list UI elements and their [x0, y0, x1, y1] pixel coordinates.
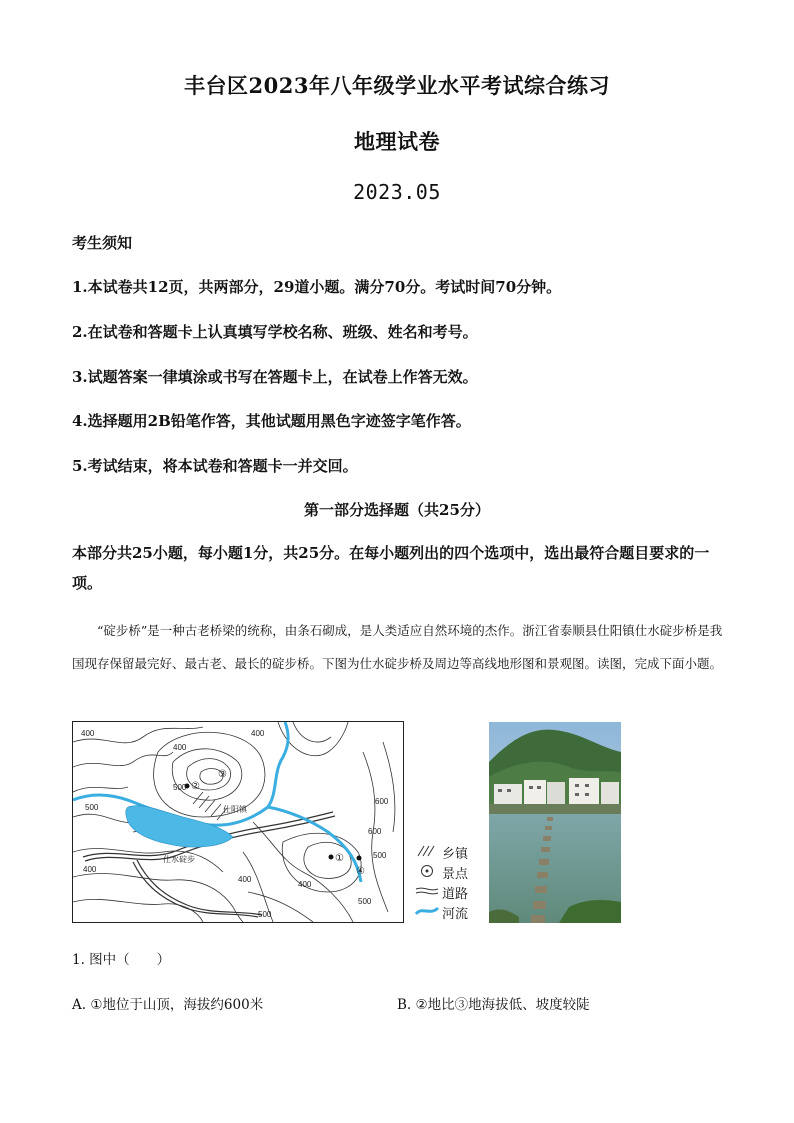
- town-label: 仕阳镇: [223, 805, 247, 814]
- contour-label: 400: [173, 743, 187, 752]
- question-1-option-b[interactable]: B. ②地比③地海拔低、坡度较陡: [397, 997, 590, 1013]
- contour-label: 600: [375, 797, 389, 806]
- river-icon: [412, 904, 442, 922]
- contour-map: [72, 721, 404, 923]
- contour-label: 500: [85, 803, 99, 812]
- spot-label: ④: [356, 866, 365, 877]
- scenic-spot-icon: [412, 864, 442, 882]
- town-icon: [412, 844, 442, 862]
- part1-instruction: 本部分共25小题，每小题1分，共25分。在每小题列出的四个选项中，选出最符合题目要求的一项。: [72, 544, 710, 592]
- legend-town: [412, 843, 468, 862]
- road-icon: [412, 884, 442, 902]
- legend-road: [412, 883, 468, 902]
- notice-heading: 考生须知: [72, 234, 133, 252]
- contour-label: 500: [258, 910, 272, 919]
- contour-label: 400: [298, 880, 312, 889]
- spot-4-dot: [357, 856, 362, 861]
- notice-item-1: 1.本试卷共12页，共两部分，29道小题。满分70分。考试时间70分钟。: [72, 278, 562, 296]
- landscape-photo-svg: [489, 722, 621, 923]
- contour-label: 600: [368, 827, 382, 836]
- question-1-stem: 1. 图中（ ）: [72, 952, 171, 968]
- exam-subtitle: 地理试卷: [354, 129, 440, 154]
- part1-heading: 第一部分选择题（共25分）: [304, 501, 490, 519]
- spot-1-dot: [329, 855, 334, 860]
- contour-label: 500: [173, 783, 187, 792]
- question-1-option-a[interactable]: A. ①地位于山顶，海拔约600米: [72, 997, 264, 1013]
- contour-label: 400: [238, 875, 252, 884]
- contour-label: 500: [358, 897, 372, 906]
- contour-label: 400: [83, 865, 97, 874]
- bridge-label: 仕水碇步: [163, 855, 195, 864]
- exam-title: 丰台区2023年八年级学业水平考试综合练习: [184, 73, 610, 98]
- contour-label: 400: [81, 729, 95, 738]
- spot-label: ①: [335, 853, 344, 864]
- exam-date: 2023.05: [353, 180, 441, 204]
- notice-item-4: 4.选择题用2B铅笔作答，其他试题用黑色字迹签字笔作答。: [72, 412, 471, 430]
- contour-map-svg: [73, 722, 403, 922]
- notice-item-3: 3.试题答案一律填涂或书写在答题卡上，在试卷上作答无效。: [72, 368, 478, 386]
- legend-river: [412, 903, 468, 922]
- legend-spot: [412, 863, 468, 882]
- legend-road-label: 道路: [442, 887, 469, 902]
- spot-label: ③: [218, 769, 227, 780]
- landscape-photo: [489, 722, 621, 923]
- notice-item-5: 5.考试结束，将本试卷和答题卡一并交回。: [72, 457, 358, 475]
- legend-town-label: 乡镇: [442, 847, 469, 862]
- legend-spot-label: 景点: [442, 867, 469, 882]
- legend-river-label: 河流: [442, 907, 469, 922]
- spot-label: ②: [191, 781, 200, 792]
- contour-label: 500: [373, 851, 387, 860]
- contour-label: 400: [251, 729, 265, 738]
- passage-intro: “碇步桥”是一种古老桥梁的统称，由条石砌成，是人类适应自然环境的杰作。浙江省泰顺县仕阳镇仕水碇步桥是我国现存保留最完好、最古老、最长的碇步桥。下图为仕水碇步桥及周边等高线地形图和景观图。读图，完成下面小题。: [72, 623, 723, 671]
- notice-item-2: 2.在试卷和答题卡上认真填写学校名称、班级、姓名和考号。: [72, 323, 478, 341]
